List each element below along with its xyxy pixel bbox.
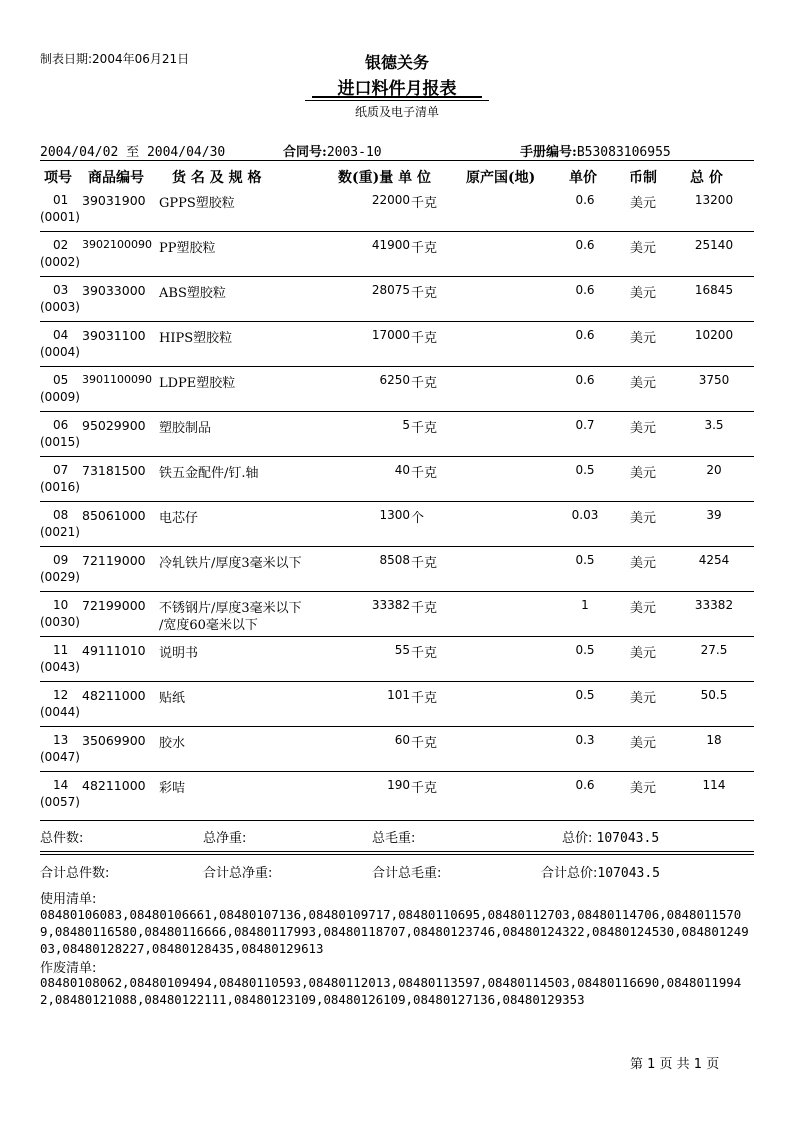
- row-currency: 美元: [630, 781, 657, 796]
- report-date-label: 制表日期:: [40, 52, 93, 66]
- row-no: 03: [53, 283, 69, 297]
- row-divider: [40, 501, 754, 502]
- table-top-rule: [40, 160, 754, 161]
- row-desc: 铁五金配件/钉.轴: [159, 466, 259, 481]
- summary-net: 总净重:: [203, 831, 247, 846]
- grand-price-label: 合计总价:: [541, 866, 598, 881]
- row-no: 02: [53, 238, 69, 252]
- row-sub-no: (0057): [40, 795, 80, 809]
- row-qty: 60: [394, 733, 410, 747]
- title-underline: [312, 96, 482, 98]
- row-currency: 美元: [630, 646, 657, 661]
- row-unit: 千克: [411, 466, 438, 481]
- row-unit: 千克: [411, 241, 438, 256]
- col-price: 单价: [569, 170, 597, 186]
- grand-rule-2: [40, 854, 754, 855]
- row-price: 0.6: [575, 283, 595, 297]
- period-sep: 至: [126, 145, 140, 160]
- report-date-value: 2004年06月21日: [92, 52, 190, 66]
- row-unit: 千克: [411, 421, 438, 436]
- row-divider: [40, 681, 754, 682]
- row-divider: [40, 456, 754, 457]
- row-total: 27.5: [700, 643, 728, 657]
- row-currency: 美元: [630, 736, 657, 751]
- summary-gross: 总毛重:: [372, 831, 416, 846]
- row-price: 0.6: [575, 373, 595, 387]
- grand-gross: 合计总毛重:: [372, 866, 442, 881]
- row-sub-no: (0047): [40, 750, 80, 764]
- summary-price: [562, 827, 659, 846]
- manual-label: 手册编号:: [520, 145, 577, 160]
- row-unit: 千克: [411, 781, 438, 796]
- row-desc: 说明书: [159, 646, 199, 661]
- period-start: 2004/04/02: [40, 145, 119, 160]
- row-total: 25140: [694, 238, 734, 252]
- row-qty: 5: [402, 418, 410, 432]
- period: [40, 141, 225, 160]
- row-code: 72199000: [82, 598, 146, 613]
- grand-pieces: 合计总件数:: [40, 866, 110, 881]
- row-currency: 美元: [630, 466, 657, 481]
- row-qty: 55: [394, 643, 410, 657]
- row-qty: 33382: [371, 598, 410, 612]
- row-code: 85061000: [82, 508, 146, 523]
- title-underline-thin: [305, 100, 489, 101]
- row-price: 0.6: [575, 193, 595, 207]
- row-unit: 千克: [411, 556, 438, 571]
- report-title: 进口料件月报表: [337, 79, 457, 99]
- row-divider: [40, 591, 754, 592]
- col-currency: 币制: [629, 170, 657, 186]
- row-unit: 千克: [411, 286, 438, 301]
- row-desc: 彩咭: [159, 781, 186, 796]
- row-price: 0.5: [575, 553, 595, 567]
- summary-pieces: 总件数:: [40, 831, 84, 846]
- row-code: 3902100090: [82, 238, 152, 251]
- company-name: 银德关务: [364, 53, 429, 72]
- row-qty: 1300: [379, 508, 410, 522]
- row-divider: [40, 366, 754, 367]
- manual-number: [520, 141, 671, 160]
- row-desc: 冷轧铁片/厚度3毫米以下: [159, 556, 302, 571]
- row-sub-no: (0016): [40, 480, 80, 494]
- row-sub-no: (0043): [40, 660, 80, 674]
- row-total: 3750: [698, 373, 730, 387]
- row-no: 05: [53, 373, 69, 387]
- row-divider: [40, 546, 754, 547]
- row-qty: 28075: [371, 283, 410, 297]
- row-currency: 美元: [630, 196, 657, 211]
- row-sub-no: (0009): [40, 390, 80, 404]
- row-sub-no: (0004): [40, 345, 80, 359]
- row-currency: 美元: [630, 691, 657, 706]
- row-unit: 千克: [411, 601, 438, 616]
- grand-rule-1: [40, 851, 754, 852]
- row-code: 39031100: [82, 328, 146, 343]
- row-desc: GPPS塑胶粒: [159, 196, 235, 211]
- row-price: 0.3: [575, 733, 595, 747]
- row-sub-no: (0002): [40, 255, 80, 269]
- col-origin: 原产国(地): [466, 170, 536, 186]
- row-code: 39033000: [82, 283, 146, 298]
- row-no: 14: [53, 778, 69, 792]
- row-currency: 美元: [630, 511, 657, 526]
- grand-price-value: 107043.5: [597, 866, 661, 881]
- contract-label: 合同号:: [283, 145, 327, 160]
- row-divider: [40, 636, 754, 637]
- row-total: 13200: [694, 193, 734, 207]
- row-desc: 贴纸: [159, 691, 186, 706]
- row-unit: 千克: [411, 376, 438, 391]
- row-price: 0.6: [575, 238, 595, 252]
- row-currency: 美元: [630, 241, 657, 256]
- row-no: 06: [53, 418, 69, 432]
- summary-price-value: 107043.5: [596, 831, 660, 846]
- period-end: 2004/04/30: [146, 145, 226, 160]
- row-desc: 不锈钢片/厚度3毫米以下: [159, 601, 302, 616]
- row-divider: [40, 411, 754, 412]
- row-no: 10: [53, 598, 69, 612]
- row-total: 114: [702, 778, 726, 792]
- table-bottom-rule: [40, 820, 754, 821]
- col-total: 总 价: [690, 170, 723, 186]
- row-unit: 千克: [411, 331, 438, 346]
- row-desc: HIPS塑胶粒: [159, 331, 233, 346]
- row-sub-no: (0003): [40, 300, 80, 314]
- row-no: 12: [53, 688, 69, 702]
- row-qty: 40: [394, 463, 410, 477]
- row-sub-no: (0030): [40, 615, 80, 629]
- row-total: 50.5: [700, 688, 728, 702]
- row-currency: 美元: [630, 601, 657, 616]
- row-unit: 千克: [411, 646, 438, 661]
- row-price: 0.6: [575, 328, 595, 342]
- row-price: 0.5: [575, 688, 595, 702]
- row-qty: 190: [387, 778, 410, 792]
- row-total: 16845: [694, 283, 734, 297]
- row-divider: [40, 231, 754, 232]
- row-total: 33382: [694, 598, 734, 612]
- row-total: 3.5: [704, 418, 724, 432]
- row-unit: 千克: [411, 691, 438, 706]
- used-list-label: 使用清单:: [40, 892, 97, 907]
- row-price: 0.6: [575, 778, 595, 792]
- row-no: 11: [53, 643, 69, 657]
- contract-value: 2003-10: [326, 145, 382, 160]
- row-currency: 美元: [630, 376, 657, 391]
- row-desc: 胶水: [159, 736, 186, 751]
- row-desc: 电芯仔: [159, 511, 199, 526]
- row-price: 0.5: [575, 463, 595, 477]
- row-code: 48211000: [82, 778, 146, 793]
- col-desc: 货 名 及 规 格: [172, 170, 262, 186]
- row-qty: 41900: [371, 238, 410, 252]
- grand-net: 合计总净重:: [203, 866, 273, 881]
- row-unit: 千克: [411, 196, 438, 211]
- row-divider: [40, 771, 754, 772]
- col-code: 商品编号: [88, 170, 144, 186]
- row-qty: 17000: [371, 328, 410, 342]
- row-price: 0.7: [575, 418, 595, 432]
- row-total: 39: [706, 508, 722, 522]
- row-price: 0.5: [575, 643, 595, 657]
- row-divider: [40, 276, 754, 277]
- row-qty: 6250: [379, 373, 410, 387]
- report-date: [40, 50, 189, 67]
- used-list-text: 08480106083,08480106661,08480107136,08480109717,08480110695,08480112703,08480114706,08480115709,08480116580,08480116666,08480117993,08480118707,08480123746,08480124322,08480124530,08480124903,08480128227,08480128435,08480129613: [40, 907, 749, 956]
- row-price: 1: [581, 598, 589, 612]
- row-sub-no: (0001): [40, 210, 80, 224]
- row-code: 3901100090: [82, 373, 152, 386]
- row-code: 49111010: [82, 643, 146, 658]
- row-code: 35069900: [82, 733, 146, 748]
- row-no: 07: [53, 463, 69, 477]
- row-sub-no: (0015): [40, 435, 80, 449]
- row-total: 18: [706, 733, 722, 747]
- row-total: 10200: [694, 328, 734, 342]
- grand-price: [541, 862, 660, 881]
- row-no: 08: [53, 508, 69, 522]
- row-no: 01: [53, 193, 69, 207]
- row-desc: 塑胶制品: [159, 421, 212, 436]
- row-code: 39031900: [82, 193, 146, 208]
- row-no: 09: [53, 553, 69, 567]
- row-no: 13: [53, 733, 69, 747]
- row-sub-no: (0021): [40, 525, 80, 539]
- row-price: 0.03: [571, 508, 599, 522]
- row-sub-no: (0029): [40, 570, 80, 584]
- row-currency: 美元: [630, 331, 657, 346]
- row-divider: [40, 321, 754, 322]
- row-qty: 8508: [379, 553, 410, 567]
- report-subtitle: 纸质及电子清单: [354, 105, 439, 119]
- row-code: 72119000: [82, 553, 146, 568]
- row-total: 4254: [698, 553, 730, 567]
- row-desc: ABS塑胶粒: [159, 286, 226, 301]
- row-code: 48211000: [82, 688, 146, 703]
- row-total: 20: [706, 463, 722, 477]
- row-qty: 101: [387, 688, 410, 702]
- row-desc: LDPE塑胶粒: [159, 376, 236, 391]
- row-currency: 美元: [630, 421, 657, 436]
- row-unit: 个: [411, 511, 425, 526]
- row-unit: 千克: [411, 736, 438, 751]
- page-number: 第 1 页 共 1 页: [630, 1057, 720, 1072]
- row-currency: 美元: [630, 556, 657, 571]
- row-desc-2: /宽度60毫米以下: [159, 618, 258, 633]
- summary-price-label: 总价:: [562, 831, 593, 846]
- void-list-text: 08480108062,08480109494,08480110593,08480112013,08480113597,08480114503,08480116690,08480119942,08480121088,08480122111,08480123109,08480126109,08480127136,08480129353: [40, 975, 742, 1007]
- row-code: 73181500: [82, 463, 146, 478]
- row-code: 95029900: [82, 418, 146, 433]
- row-sub-no: (0044): [40, 705, 80, 719]
- void-list-label: 作废清单:: [40, 961, 97, 976]
- row-divider: [40, 726, 754, 727]
- row-qty: 22000: [371, 193, 410, 207]
- col-qty-unit: 数(重)量 单 位: [338, 170, 431, 186]
- col-no: 项号: [44, 170, 72, 186]
- row-no: 04: [53, 328, 69, 342]
- contract-number: [283, 141, 382, 160]
- row-desc: PP塑胶粒: [159, 241, 216, 256]
- row-currency: 美元: [630, 286, 657, 301]
- manual-value: B53083106955: [576, 145, 671, 160]
